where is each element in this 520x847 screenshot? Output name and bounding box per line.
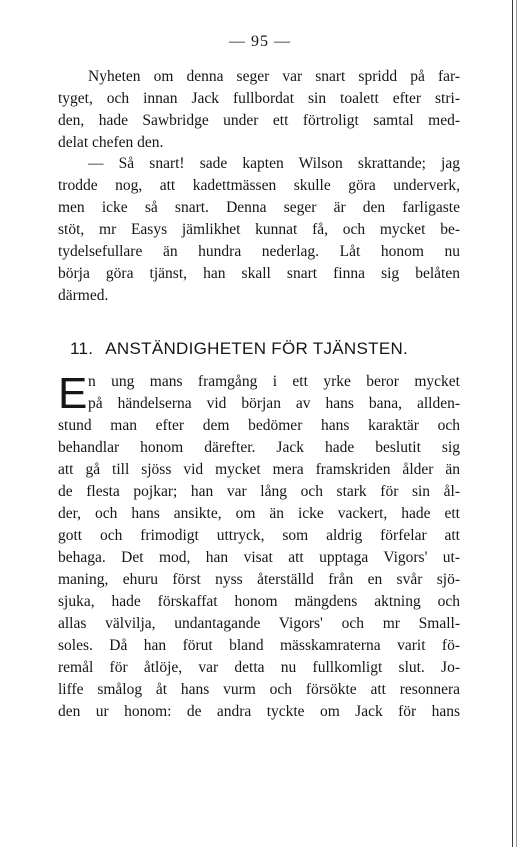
text-line: den, hade Sawbridge under ett förtroligt samtal med- bbox=[58, 112, 460, 129]
text-line: soles. Då han förut bland mässkamraterna varit fö- bbox=[58, 637, 460, 654]
text-line: sjuka, hade förskaffat honom mängdens aktning och bbox=[58, 593, 460, 610]
drop-cap: E bbox=[58, 369, 88, 418]
text-line: de flesta pojkar; han var lång och stark för sin ål- bbox=[58, 483, 460, 500]
text-line: den ur honom: de andra tyckte om Jack för hans bbox=[58, 703, 460, 720]
text-line: delat chefen den. bbox=[58, 134, 164, 151]
text-line: börja göra tjänst, han skall snart finna sig belåten bbox=[58, 265, 460, 282]
text-line: därmed. bbox=[58, 287, 109, 304]
text-line: tyget, och innan Jack fullbordat sin toalett efter stri- bbox=[58, 90, 460, 107]
text-line: tydelsefullare än hundra nederlag. Låt honom nu bbox=[58, 243, 460, 260]
text-line: behaga. Det mod, han visat att upptaga Vigors' ut- bbox=[58, 549, 460, 566]
paragraph-2 bbox=[58, 153, 460, 307]
text-line: trodde nog, att kadettmässen skulle göra underverk, bbox=[58, 177, 460, 194]
paragraph-1 bbox=[58, 66, 460, 154]
text-line: behandlar honom därefter. Jack hade beslutit sig bbox=[58, 439, 460, 456]
text-line: liffe smålog åt hans vurm och försökte att resonnera bbox=[58, 681, 460, 698]
text-line: gott och frimodigt uttryck, som aldrig förfelar att bbox=[58, 527, 460, 544]
chapter-number: 11. bbox=[70, 339, 94, 358]
text-line: stöt, mr Easys jämlikhet kunnat få, och mycket be- bbox=[58, 221, 460, 238]
text-line: maning, ehuru först nyss återställd från en svår sjö- bbox=[58, 571, 460, 588]
text-line: — Så snart! sade kapten Wilson skrattande; jag bbox=[88, 155, 460, 172]
paragraph-3 bbox=[58, 371, 460, 723]
text-line: n ung mans framgång i ett yrke beror mycket bbox=[88, 373, 460, 390]
page-edge-shadow bbox=[516, 0, 517, 847]
text-line: på händelserna vid början av hans bana, allden- bbox=[88, 395, 460, 412]
chapter-heading bbox=[70, 339, 408, 359]
page-edge-line bbox=[512, 0, 513, 847]
text-line: allas välvilja, undantagande Vigors' och mr Small- bbox=[58, 615, 460, 632]
text-line: Nyheten om denna seger var snart spridd på far- bbox=[88, 68, 460, 85]
text-line: att gå till sjöss vid mycket mera framskriden ålder än bbox=[58, 461, 460, 478]
page-number: — 95 — bbox=[229, 33, 291, 50]
text-line: men icke så snart. Denna seger är den farligaste bbox=[58, 199, 460, 216]
text-line: remål för åtlöje, var detta nu fullkomligt slut. Jo- bbox=[58, 659, 460, 676]
text-line: stund man efter dem bedömer hans karaktär och bbox=[58, 417, 460, 434]
text-line: der, och hans ansikte, om än icke vackert, hade ett bbox=[58, 505, 460, 522]
chapter-title: ANSTÄNDIGHETEN FÖR TJÄNSTEN. bbox=[105, 339, 409, 358]
